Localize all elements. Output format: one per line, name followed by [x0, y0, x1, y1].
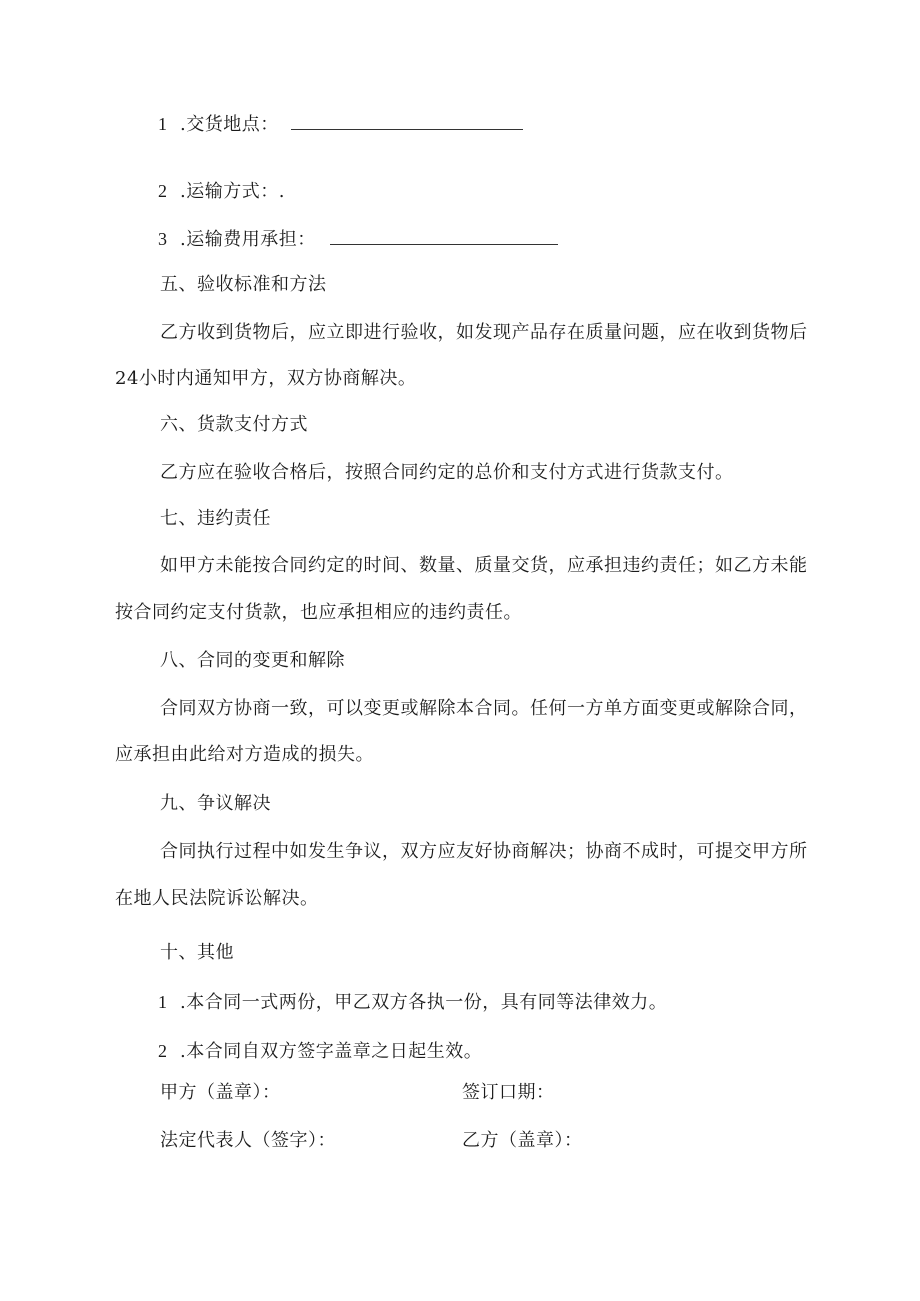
- legal-rep-label: 法定代表人（签字）：: [160, 1130, 336, 1151]
- paragraph-line: 如甲方未能按合同约定的时间、数量、质量交货，应承担违约责任；如乙方未能: [160, 555, 808, 576]
- other-item-text: .本合同一式两份，甲乙双方各执一份，具有同等法律效力。: [180, 992, 668, 1013]
- delivery-place-blank: [291, 115, 523, 130]
- paragraph-line: 合同双方协商一致，可以变更或解除本合同。任何一方单方面变更或解除合同，: [160, 698, 808, 719]
- paragraph-line: 乙方应在验收合格后，按照合同约定的总价和支付方式进行货款支付。: [160, 462, 734, 483]
- delivery-place-line: [158, 113, 523, 136]
- transport-method-label: .运输方式：.: [180, 181, 285, 202]
- section-heading: 八、合同的变更和解除: [160, 650, 345, 671]
- party-a-seal-label: 甲方（盖章）：: [160, 1082, 281, 1103]
- section-heading: 六、货款支付方式: [160, 414, 308, 435]
- transport-method-line: [158, 180, 285, 203]
- item-number: 2: [158, 1041, 168, 1061]
- item-number: 3: [158, 229, 168, 249]
- item-number: 2: [158, 181, 168, 201]
- transport-cost-blank: [330, 230, 558, 245]
- other-item-line: [158, 1040, 482, 1063]
- section-heading: 七、违约责任: [160, 508, 271, 529]
- paragraph-line: 24小时内通知甲方，双方协商解决。: [115, 368, 417, 389]
- section-heading: 九、争议解决: [160, 793, 271, 814]
- other-item-line: [158, 991, 667, 1014]
- section-heading: 五、验收标准和方法: [160, 274, 327, 295]
- delivery-place-label: .交货地点：: [180, 114, 279, 135]
- transport-cost-line: [158, 228, 558, 251]
- transport-cost-label: .运输费用承担：: [180, 229, 316, 250]
- paragraph-line: 在地人民法院诉讼解决。: [115, 888, 319, 909]
- item-number: 1: [158, 114, 168, 134]
- other-item-text: .本合同自双方签字盖章之日起生效。: [180, 1041, 483, 1062]
- item-number: 1: [158, 992, 168, 1012]
- paragraph-line: 合同执行过程中如发生争议，双方应友好协商解决；协商不成时，可提交甲方所: [160, 841, 808, 862]
- paragraph-line: 按合同约定支付货款，也应承担相应的违约责任。: [115, 602, 522, 623]
- section-heading: 十、其他: [160, 942, 234, 963]
- paragraph-line: 应承担由此给对方造成的损失。: [115, 744, 374, 765]
- sign-date-label: 签订口期：: [462, 1082, 555, 1103]
- party-b-seal-label: 乙方（盖章）：: [462, 1130, 583, 1151]
- paragraph-line: 乙方收到货物后，应立即进行验收，如发现产品存在质量问题，应在收到货物后: [160, 322, 808, 343]
